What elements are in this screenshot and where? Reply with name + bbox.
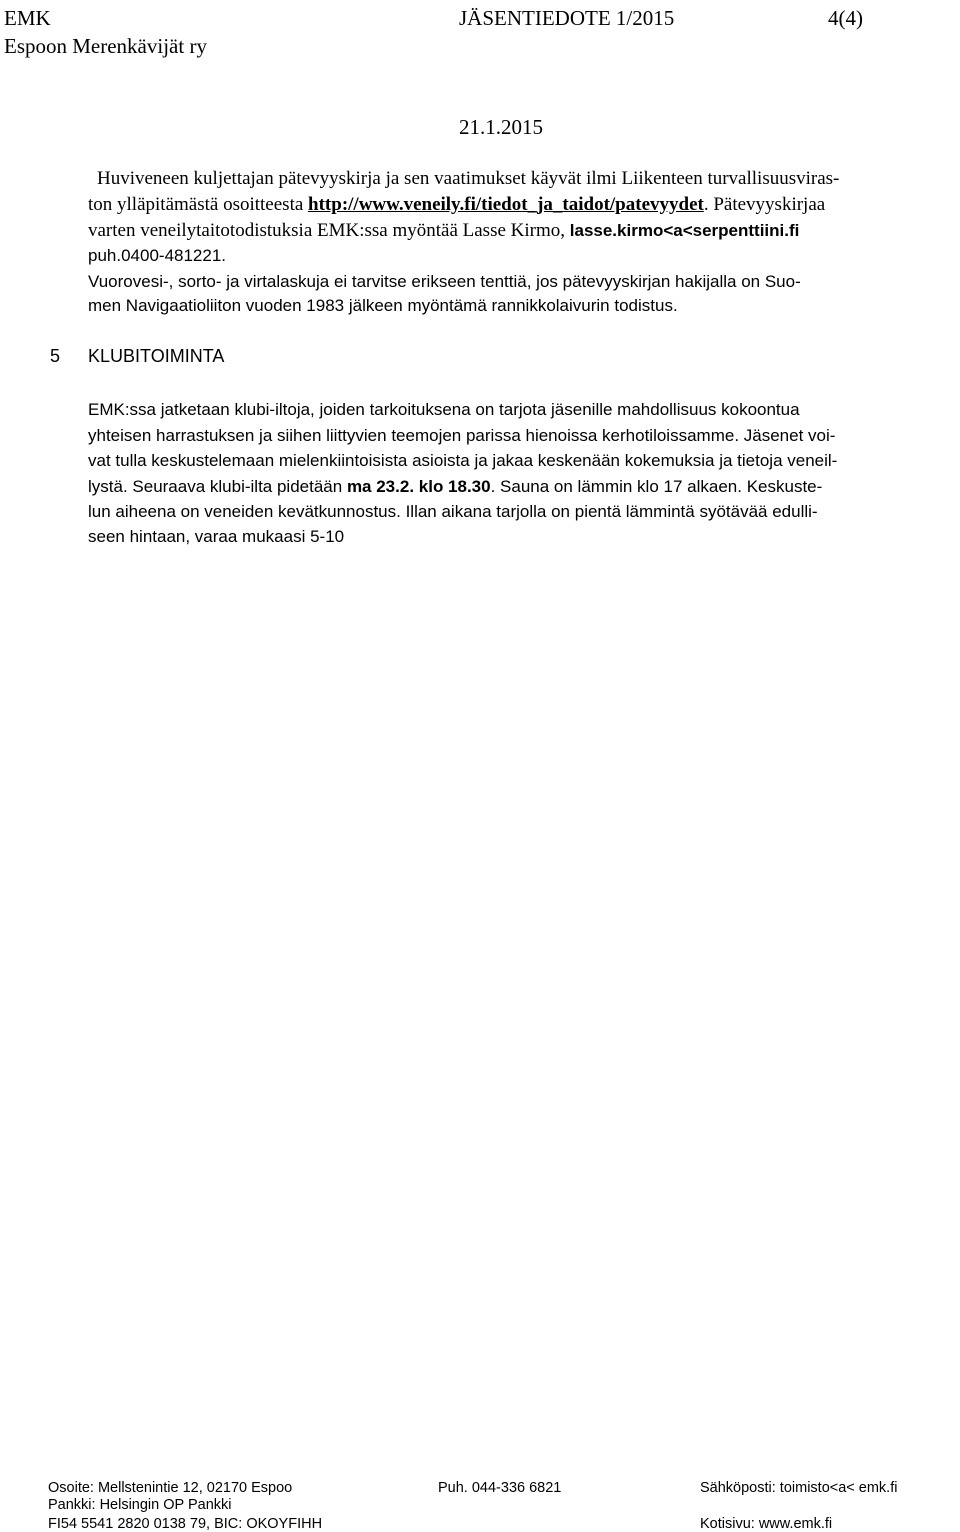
intro-line-3-text: varten veneilytaitotodistuksia EMK:ssa myöntää Lasse Kirmo, bbox=[88, 220, 570, 241]
klubi-line-4 bbox=[88, 477, 822, 497]
intro-line-2-text: ton ylläpitämästä osoitteesta bbox=[88, 194, 309, 215]
klubi-line-1: EMK:ssa jatketaan klubi-iltoja, joiden tarkoituksena on tarjota jäsenille mahdollisuus kokoontua bbox=[88, 400, 800, 419]
section-heading: KLUBITOIMINTA bbox=[88, 346, 225, 366]
doc-date: 21.1.2015 bbox=[459, 115, 543, 139]
intro-line-2 bbox=[88, 194, 825, 216]
org-name: Espoon Merenkävijät ry bbox=[4, 34, 207, 58]
section-number: 5 bbox=[50, 346, 61, 366]
intro-line-5: Vuorovesi-, sorto- ja virtalaskuja ei tarvitse erikseen tenttiä, jos pätevyyskirjan hakijalla on Suo- bbox=[88, 272, 801, 291]
page-number: 4(4) bbox=[828, 6, 863, 30]
footer-bank: Pankki: Helsingin OP Pankki bbox=[48, 1497, 232, 1513]
klubi-line-2: yhteisen harrastuksen ja siihen liittyvien teemojen parissa hienoissa kerhotiloissamme. Jäsenet voi- bbox=[88, 426, 836, 445]
intro-line-4: puh.0400-481221. bbox=[88, 246, 227, 265]
doc-title: JÄSENTIEDOTE 1/2015 bbox=[459, 6, 675, 30]
footer-address: Osoite: Mellstenintie 12, 02170 Espoo bbox=[48, 1480, 293, 1496]
veneily-link[interactable]: http://www.veneily.fi/tiedot_ja_taidot/patevyydet bbox=[308, 194, 704, 215]
intro-line-2-post: . Pätevyyskirjaa bbox=[703, 194, 826, 215]
org-abbr: EMK bbox=[4, 6, 51, 30]
klubi-line-4-post: . Sauna on lämmin klo 17 alkaen. Keskuste- bbox=[490, 477, 823, 496]
footer-iban: FI54 5541 2820 0138 79, BIC: OKOYFIHH bbox=[48, 1516, 323, 1532]
footer-email[interactable]: Sähköposti: toimisto<a< emk.fi bbox=[700, 1480, 898, 1496]
kirmo-email[interactable]: lasse.kirmo<a<serpenttiini.fi bbox=[569, 221, 800, 240]
intro-line-3 bbox=[88, 220, 799, 242]
footer-website[interactable]: Kotisivu: www.emk.fi bbox=[700, 1516, 833, 1532]
klubi-date-time: ma 23.2. klo 18.30 bbox=[346, 477, 491, 496]
klubi-line-5: lun aiheena on veneiden kevätkunnostus. Illan aikana tarjolla on pientä lämmintä syötävää edulli- bbox=[88, 502, 818, 521]
intro-line-1: Huviveneen kuljettajan pätevyyskirja ja sen vaatimukset käyvät ilmi Liikenteen turvallisuusviras- bbox=[97, 168, 840, 189]
footer-phone: Puh. 044-336 6821 bbox=[438, 1480, 562, 1496]
klubi-line-4-text: lystä. Seuraava klubi-ilta pidetään bbox=[88, 477, 347, 496]
klubi-line-6: seen hintaan, varaa mukaasi 5-10 bbox=[88, 527, 345, 546]
intro-line-6: men Navigaatioliiton vuoden 1983 jälkeen myöntämä rannikkolaivurin todistus. bbox=[88, 296, 678, 315]
klubi-line-3: vat tulla keskustelemaan mielenkiintoisista asioista ja jakaa keskenään kokemuksia ja tietoja veneil- bbox=[88, 451, 838, 470]
